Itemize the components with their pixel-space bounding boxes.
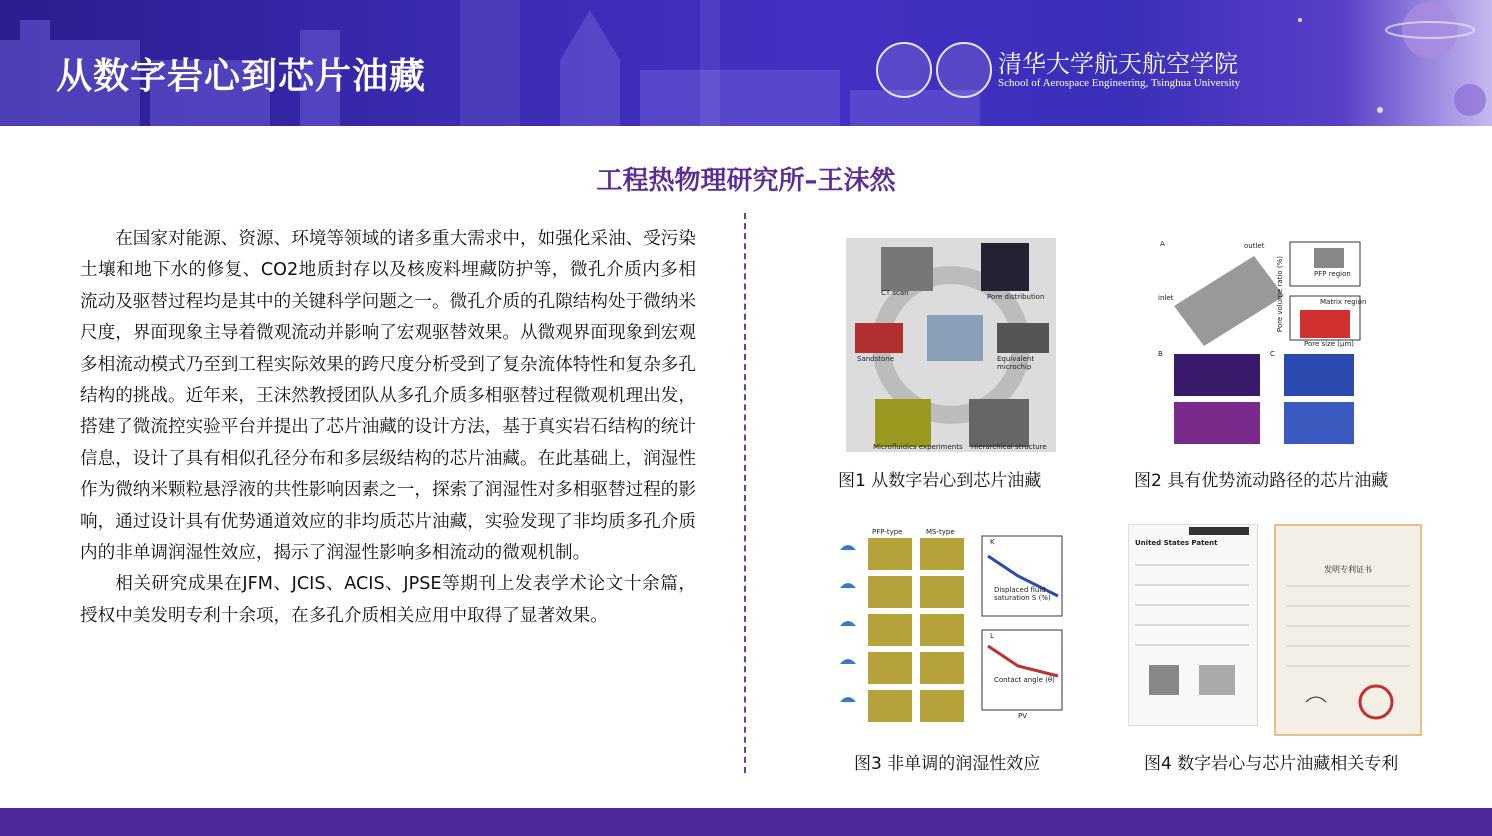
body-text <box>80 224 696 632</box>
figure-4-cn-patent-image <box>1274 524 1422 736</box>
figure-3-label-ms: MS-type <box>926 528 955 536</box>
cn-patent-certificate-graphic <box>1276 526 1420 734</box>
figure-1-label-ct: CT scan <box>881 289 909 297</box>
figure-2-label-inlet: inlet <box>1158 294 1174 302</box>
footer-bar <box>0 808 1492 836</box>
figure-2-image <box>1154 236 1384 450</box>
figure-3-caption: 图3 非单调的润湿性效应 <box>854 754 1041 774</box>
figure-2-label-pfp: PFP region <box>1314 270 1351 278</box>
us-patent-page-graphic <box>1129 525 1257 725</box>
university-name: 清华大学航天航空学院 <box>998 50 1238 78</box>
body-paragraph-2: 相关研究成果在JFM、JCIS、ACIS、JPSE等期刊上发表学术论文十余篇，授权中美发明专利十余项，在多孔介质相关应用中取得了显著效果。 <box>80 574 696 626</box>
figure-1-label-pore: Pore distribution <box>987 293 1045 301</box>
figure-1-label-hierarchical: Hierarchical structure <box>971 443 1047 451</box>
figure-3-label-contact-angle: Contact angle (θ) <box>994 676 1055 684</box>
column-divider <box>744 213 746 773</box>
figure-4-us-patent-image <box>1128 524 1258 726</box>
figure-3-graphic <box>838 526 1068 726</box>
figure-3-label-pfp: PFP-type <box>872 528 903 536</box>
figure-1-label-sandstone: Sandstone <box>857 355 895 363</box>
body-paragraph-1: 在国家对能源、资源、环境等领域的诸多重大需求中，如强化采油、受污染土壤和地下水的修复、CO2地质封存以及核废料埋藏防护等，微孔介质内多相流动及驱替过程均是其中的关键科学问题之一。微孔介质的孔隙结构处于微纳米尺度，界面现象主导着微观流动并影响了宏观驱替效果。从微观界面现象到宏观多相流动模式乃至到工程实际效果的跨尺度分析受到了复杂流体特性和复杂多孔结构的挑战。近年来，王沫然教授团队从多孔介质多相驱替过程微观机理出发，搭建了微流控实验平台并提出了芯片油藏的设计方法，基于真实岩石结构的统计信息，设计了具有相似孔径分布和多层级结构的芯片油藏。在此基础上，润湿性作为微纳米颗粒悬浮液的共性影响因素之一，探索了润湿性对多相驱替过程的影响，通过设计具有优势通道效应的非均质芯片油藏，实验发现了非均质多孔介质内的非单调润湿性效应，揭示了润湿性影响多相流动的微观机制。 <box>80 229 696 564</box>
figure-1-label-microchip: Equivalent microchip <box>997 355 1035 371</box>
figure-4-label-cn-patent: 发明专利证书 <box>1324 565 1372 574</box>
figure-1-caption: 图1 从数字岩心到芯片油藏 <box>838 471 1042 491</box>
figure-3-label-k: K <box>990 538 995 546</box>
page-title: 从数字岩心到芯片油藏 <box>56 56 427 97</box>
figure-2-caption: 图2 具有优势流动路径的芯片油藏 <box>1134 471 1389 491</box>
figure-2-label-outlet: outlet <box>1244 242 1265 250</box>
figure-1-label-microfluidics: Microfluidics experiments <box>873 443 963 451</box>
figure-2-label-c: C <box>1270 350 1275 358</box>
university-seal-icon <box>876 42 932 98</box>
figure-1-image <box>846 238 1056 452</box>
figure-3-image <box>838 526 1068 726</box>
school-emblem-icon <box>936 42 992 98</box>
figure-2-label-matrix: Matrix region <box>1320 298 1367 306</box>
figure-3-label-l: L <box>990 632 994 640</box>
figure-2-label-b: B <box>1158 350 1163 358</box>
section-title: 工程热物理研究所–王沫然 <box>596 166 896 196</box>
university-name-en: School of Aerospace Engineering, Tsinghua University <box>998 77 1241 89</box>
figure-2-label-poresize: Pore size (μm) <box>1304 340 1355 348</box>
figure-3-label-saturation: Displaced fluid saturation S (%) <box>994 586 1051 602</box>
header-banner <box>0 0 1492 126</box>
figure-4-label-us-patent: United States Patent <box>1135 539 1218 547</box>
figure-4-caption: 图4 数字岩心与芯片油藏相关专利 <box>1144 754 1399 774</box>
figure-2-label-a: A <box>1160 240 1165 248</box>
figure-1-graphic <box>847 239 1055 451</box>
figure-2-label-ratio: Pore volume ratio (%) <box>1276 256 1284 333</box>
figure-3-label-pv: PV <box>1018 712 1028 720</box>
